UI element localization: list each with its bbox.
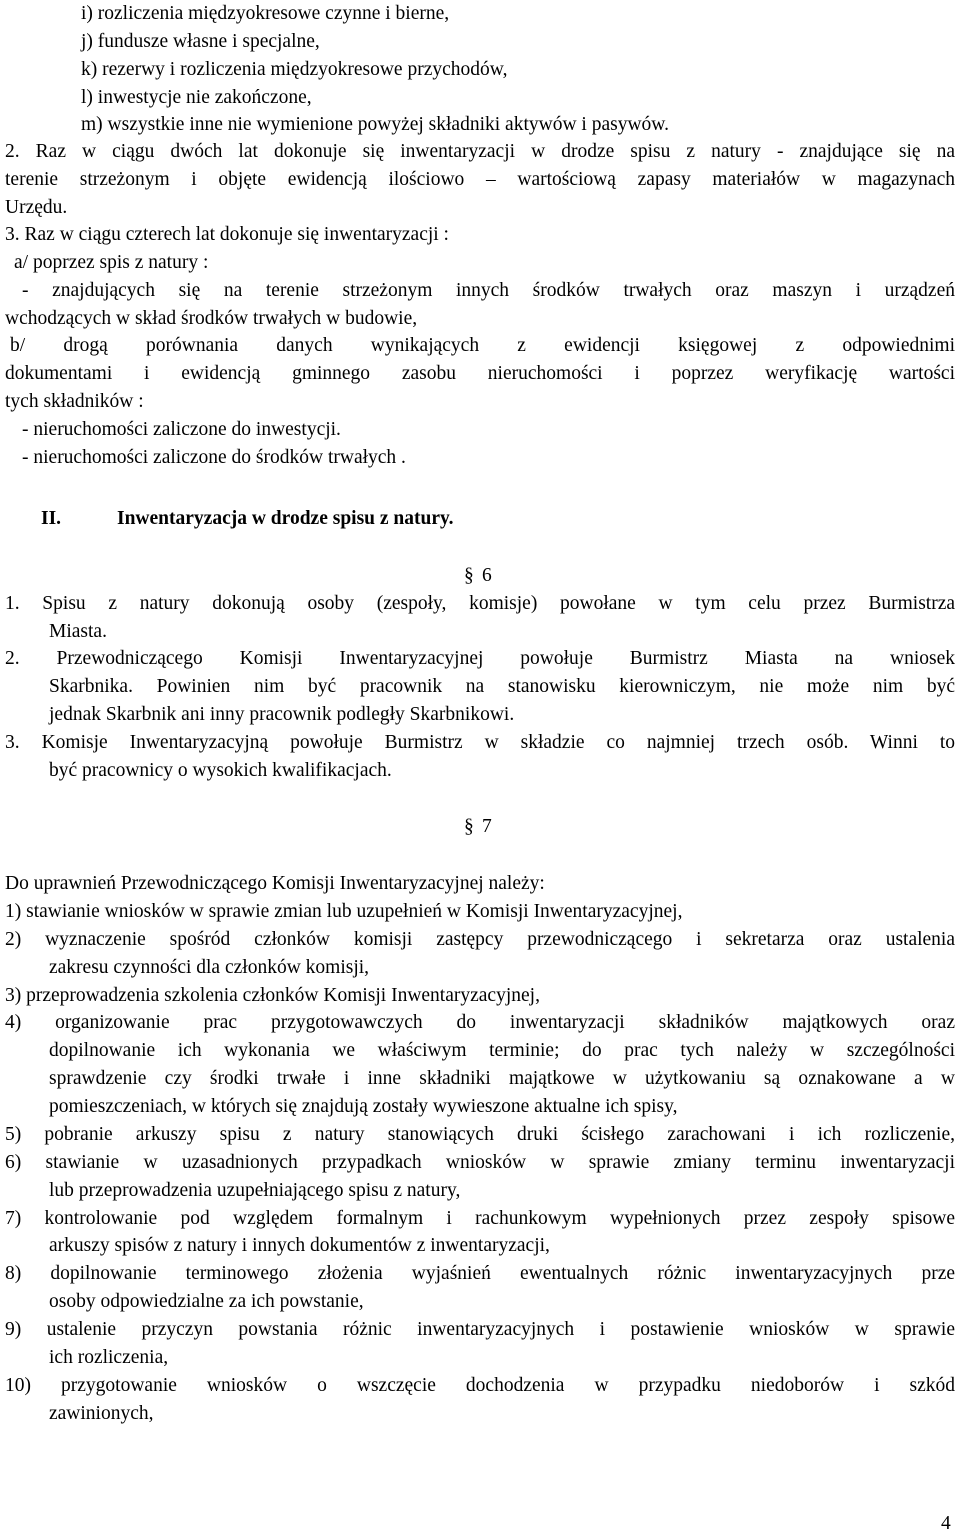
paragraph-3-line: 3. Raz w ciągu czterech lat dokonuje się inwentaryzacji : — [5, 224, 449, 245]
s6-line: Skarbnika. Powinien nim być pracownik na stanowisku kierowniczym, nie może nim być — [49, 676, 955, 697]
section-title: Inwentaryzacja w drodze spisu z natury. — [117, 508, 454, 529]
section-number: II. — [41, 508, 62, 529]
paragraph-3-line: a/ poprzez spis z natury : — [14, 252, 209, 273]
s7-line: 6) stawianie w uzasadnionych przypadkach wniosków w sprawie zmiany terminu inwentaryzacji — [5, 1152, 955, 1173]
list-item-i: i) rozliczenia międzyokresowe czynne i bierne, — [81, 3, 450, 24]
s7-line: dopilnowanie ich wykonania we właściwym terminie; do prac tych należy w szczególności — [49, 1040, 955, 1061]
s7-line: arkuszy spisów z natury i innych dokumentów z inwentaryzacji, — [49, 1235, 550, 1256]
s7-line: lub przeprowadzenia uzupełniającego spisu z natury, — [49, 1180, 461, 1201]
s6-line: 1. Spisu z natury dokonują osoby (zespoły, komisje) powołane w tym celu przez Burmistrza — [5, 593, 955, 614]
list-item-j: j) fundusze własne i specjalne, — [81, 31, 320, 52]
paragraph-2-line: 2. Raz w ciągu dwóch lat dokonuje się inwentaryzacji w drodze spisu z natury - znajdujące się na — [5, 141, 955, 162]
s7-line: osoby odpowiedzialne za ich powstanie, — [49, 1291, 364, 1312]
paragraph-3-line: - nieruchomości zaliczone do środków trwałych . — [22, 447, 406, 468]
paragraph-number: 7 — [482, 816, 492, 837]
s7-line: 1) stawianie wniosków w sprawie zmian lub uzupełnień w Komisji Inwentaryzacyjnej, — [5, 901, 683, 922]
s7-line: zakresu czynności dla członków komisji, — [49, 957, 370, 978]
paragraph-3-line: - znajdujących się na terenie strzeżonym innych środków trwałych oraz maszyn i urządzeń — [22, 280, 955, 301]
list-item-k: k) rezerwy i rozliczenia międzyokresowe przychodów, — [81, 59, 508, 80]
paragraph-2-line: Urzędu. — [5, 197, 68, 218]
s6-line: jednak Skarbnik ani inny pracownik podległy Skarbnikowi. — [49, 704, 515, 725]
paragraph-2-line: terenie strzeżonym i objęte ewidencją ilościowo – wartościową zapasy materiałów w magazynach — [5, 169, 955, 190]
s7-line: 5) pobranie arkuszy spisu z natury stanowiących druki ścisłego zarachowani i ich rozliczenie, — [5, 1124, 955, 1145]
paragraph-3-line: - nieruchomości zaliczone do inwestycji. — [22, 419, 341, 440]
s7-line: 4) organizowanie prac przygotowawczych do inwentaryzacji składników majątkowych oraz — [5, 1012, 955, 1033]
s7-line: ich rozliczenia, — [49, 1347, 169, 1368]
s6-line: być pracownicy o wysokich kwalifikacjach. — [49, 760, 392, 781]
s7-line: pomieszczeniach, w których się znajdują zostały wywieszone aktualne ich spisy, — [49, 1096, 678, 1117]
paragraph-3-line: tych składników : — [5, 391, 144, 412]
s6-line: 2. Przewodniczącego Komisji Inwentaryzacyjnej powołuje Burmistrz Miasta na wniosek — [5, 648, 955, 669]
s7-line: 9) ustalenie przyczyn powstania różnic inwentaryzacyjnych i postawienie wniosków w sprawie — [5, 1319, 955, 1340]
paragraph-3-line: b/ drogą porównania danych wynikających z ewidencji księgowej z odpowiednimi — [10, 335, 955, 356]
s7-line: 8) dopilnowanie terminowego złożenia wyjaśnień ewentualnych różnic inwentaryzacyjnych prze — [5, 1263, 955, 1284]
paragraph-3-line: dokumentami i ewidencją gminnego zasobu nieruchomości i poprzez weryfikację wartości — [5, 363, 955, 384]
s7-line: 10) przygotowanie wniosków o wszczęcie dochodzenia w przypadku niedoborów i szkód — [5, 1375, 955, 1396]
s7-line: 2) wyznaczenie spośród członków komisji zastępcy przewodniczącego i sekretarza oraz ustalenia — [5, 929, 955, 950]
s7-line: sprawdzenie czy środki trwałe i inne składniki majątkowe w użytkowaniu są oznakowane a w — [49, 1068, 955, 1089]
page-number: 4 — [941, 1513, 951, 1534]
list-item-l: l) inwestycje nie zakończone, — [81, 87, 312, 108]
s6-line: Miasta. — [49, 621, 107, 642]
s7-line: 3) przeprowadzenia szkolenia członków Komisji Inwentaryzacyjnej, — [5, 985, 540, 1006]
s7-line: Do uprawnień Przewodniczącego Komisji Inwentaryzacyjnej należy: — [5, 873, 545, 894]
paragraph-sign: § — [464, 565, 474, 586]
paragraph-sign: § — [464, 816, 474, 837]
list-item-m: m) wszystkie inne nie wymienione powyżej składniki aktywów i pasywów. — [81, 114, 669, 135]
s6-line: 3. Komisje Inwentaryzacyjną powołuje Burmistrz w składzie co najmniej trzech osób. Winni to — [5, 732, 955, 753]
paragraph-number: 6 — [482, 565, 492, 586]
s7-line: zawinionych, — [49, 1403, 154, 1424]
paragraph-3-line: wchodzących w skład środków trwałych w budowie, — [5, 308, 418, 329]
s7-line: 7) kontrolowanie pod względem formalnym i rachunkowym wypełnionych przez zespoły spisowe — [5, 1208, 955, 1229]
